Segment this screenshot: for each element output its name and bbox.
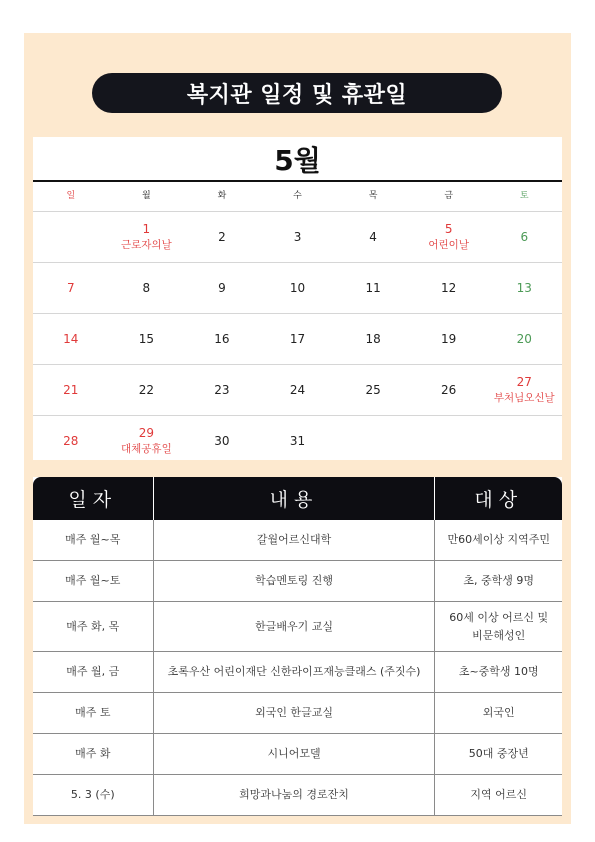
day-number: 3 <box>293 229 302 244</box>
calendar-day <box>335 416 411 466</box>
calendar-day <box>486 212 562 262</box>
calendar-day <box>184 314 260 364</box>
holiday-label: 어린이날 <box>428 239 469 251</box>
day-number: 1 <box>142 222 151 236</box>
calendar <box>33 137 562 460</box>
day-number: 8 <box>142 280 151 295</box>
calendar-day <box>411 212 487 262</box>
day-number: 7 <box>66 280 75 295</box>
date-cell: 매주 월, 금 <box>66 665 120 678</box>
target-cell: 50대 중장년 <box>434 734 562 774</box>
weekday-label: 금 <box>444 191 454 201</box>
day-number: 31 <box>289 433 306 448</box>
calendar-week <box>33 263 562 314</box>
date-cell: 5. 3 (수) <box>70 788 115 801</box>
day-number: 27 <box>516 375 532 389</box>
weekday-label: 화 <box>217 191 227 201</box>
day-number: 15 <box>138 331 154 346</box>
date-cell: 매주 월~목 <box>65 533 121 546</box>
date-cell: 매주 토 <box>75 706 111 719</box>
day-number: 5 <box>444 222 453 236</box>
calendar-day <box>33 263 109 313</box>
weekday-label: 수 <box>293 191 302 201</box>
day-number: 11 <box>365 280 381 295</box>
day-number: 23 <box>214 382 230 397</box>
calendar-day <box>486 416 562 466</box>
date-cell: 매주 화, 목 <box>66 619 120 633</box>
day-number: 12 <box>441 280 457 295</box>
content-cell: 학습멘토링 진행 <box>153 561 435 601</box>
schedule-body <box>33 520 562 816</box>
day-number: 26 <box>441 382 457 397</box>
day-number: 14 <box>63 331 79 346</box>
content-cell: 한글배우기 교실 <box>153 602 435 651</box>
calendar-day <box>260 314 336 364</box>
content-cell: 초록우산 어린이재단 신한라이프재능클래스 (주짓수) <box>153 652 435 692</box>
header-content: 내용 <box>153 477 435 520</box>
weekday-header <box>33 182 562 212</box>
day-number: 2 <box>218 229 226 244</box>
day-number: 24 <box>289 382 306 397</box>
table-row <box>33 652 562 693</box>
day-number: 17 <box>289 331 306 346</box>
table-row <box>33 734 562 775</box>
calendar-day <box>109 365 185 415</box>
day-number: 9 <box>218 280 226 295</box>
holiday-label: 근로자의날 <box>121 239 172 251</box>
day-number: 16 <box>214 331 230 346</box>
calendar-day <box>109 212 185 262</box>
calendar-day <box>109 314 185 364</box>
calendar-day <box>109 263 185 313</box>
calendar-day <box>486 314 562 364</box>
calendar-day <box>33 416 109 466</box>
content-cell: 외국인 한글교실 <box>153 693 435 733</box>
calendar-day <box>184 416 260 466</box>
calendar-day <box>260 365 336 415</box>
day-number: 10 <box>289 280 306 295</box>
target-cell: 만60세이상 지역주민 <box>434 520 562 560</box>
date-cell: 매주 월~토 <box>65 574 121 587</box>
calendar-day <box>260 263 336 313</box>
title-banner <box>92 73 502 113</box>
calendar-day <box>260 416 336 466</box>
calendar-day <box>184 365 260 415</box>
content-cell: 희망과나눔의 경로잔치 <box>153 775 435 815</box>
target-cell: 초~중학생 10명 <box>434 652 562 692</box>
day-number: 21 <box>63 382 79 397</box>
calendar-day <box>33 212 109 262</box>
table-row <box>33 602 562 652</box>
calendar-day <box>335 263 411 313</box>
date-cell: 매주 화 <box>75 747 111 760</box>
header-date: 일자 <box>68 489 118 511</box>
calendar-day <box>260 212 336 262</box>
weekday-label: 목 <box>368 191 378 201</box>
schedule-header <box>33 477 562 520</box>
calendar-day <box>335 365 411 415</box>
table-row <box>33 693 562 734</box>
day-number: 28 <box>63 433 79 448</box>
weekday-label: 일 <box>66 191 76 201</box>
day-number: 30 <box>214 433 230 448</box>
calendar-day <box>184 263 260 313</box>
header-target: 대상 <box>434 477 562 520</box>
holiday-label: 대체공휴일 <box>121 443 172 455</box>
table-row <box>33 561 562 602</box>
calendar-week <box>33 314 562 365</box>
calendar-day <box>335 314 411 364</box>
table-row <box>33 520 562 561</box>
target-cell: 외국인 <box>434 693 562 733</box>
table-row <box>33 775 562 816</box>
target-cell: 지역 어르신 <box>434 775 562 815</box>
calendar-day <box>184 212 260 262</box>
weekday-label: 토 <box>519 191 529 201</box>
calendar-day <box>335 212 411 262</box>
calendar-week <box>33 416 562 466</box>
day-number: 19 <box>441 331 457 346</box>
day-number: 13 <box>516 280 532 295</box>
day-number: 18 <box>365 331 381 346</box>
day-number: 20 <box>516 331 532 346</box>
holiday-label: 부처님오신날 <box>493 392 555 404</box>
calendar-week <box>33 212 562 263</box>
calendar-day <box>411 263 487 313</box>
calendar-day <box>486 365 562 415</box>
calendar-day <box>411 365 487 415</box>
content-cell: 시니어모델 <box>153 734 435 774</box>
calendar-day <box>33 314 109 364</box>
page-title: 복지관 일정 및 휴관일 <box>186 82 408 108</box>
calendar-day <box>109 416 185 466</box>
calendar-day <box>411 416 487 466</box>
calendar-day <box>486 263 562 313</box>
weekday-label: 월 <box>142 191 151 201</box>
content-cell: 갈월어르신대학 <box>153 520 435 560</box>
target-cell: 60세 이상 어르신 및 비문해성인 <box>434 602 562 651</box>
calendar-grid <box>33 212 562 466</box>
calendar-day <box>33 365 109 415</box>
schedule-table <box>33 477 562 816</box>
day-number: 25 <box>365 382 381 397</box>
day-number: 6 <box>520 229 529 244</box>
month-title: 5월 <box>33 137 562 182</box>
day-number: 4 <box>369 229 377 244</box>
calendar-week <box>33 365 562 416</box>
day-number: 22 <box>138 382 154 397</box>
day-number: 29 <box>138 426 154 440</box>
target-cell: 초, 중학생 9명 <box>434 561 562 601</box>
calendar-day <box>411 314 487 364</box>
